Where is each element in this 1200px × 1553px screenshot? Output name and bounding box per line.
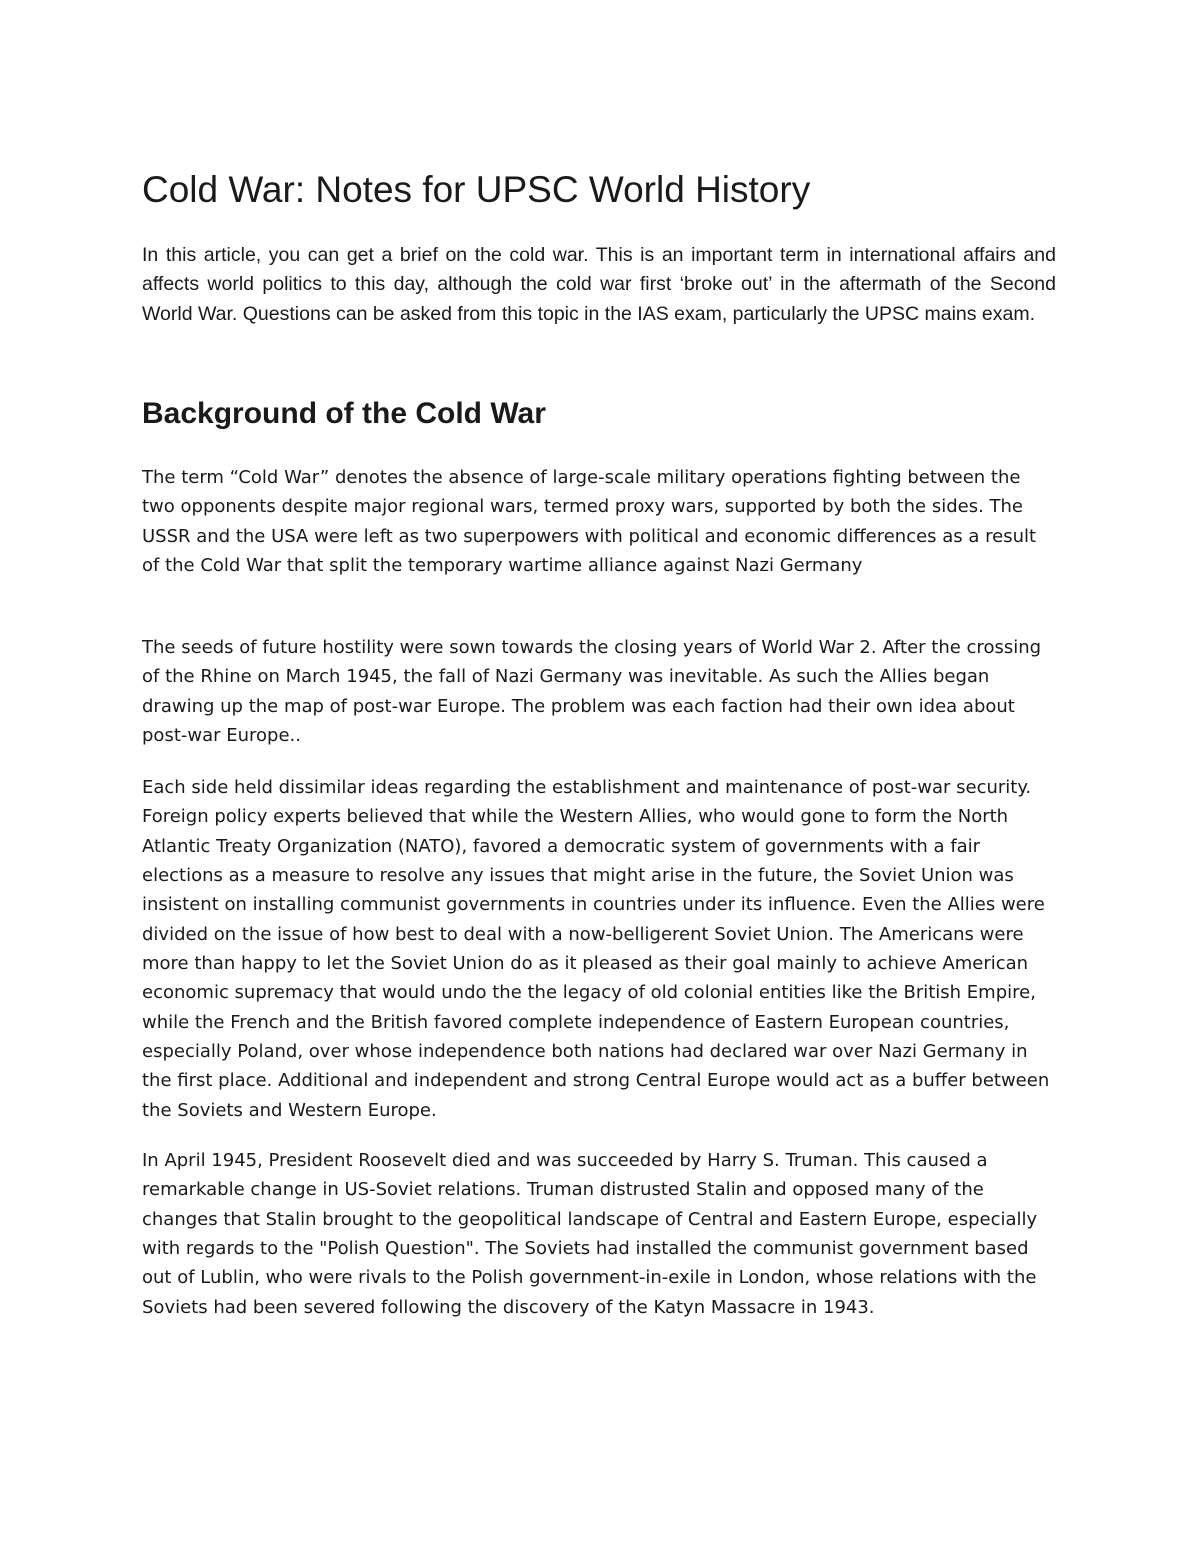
body-paragraph-1: The term “Cold War” denotes the absence of large-scale military operations fighting between the two opponents despite major regional wars, termed proxy wars, supported by both the sides. The USSR and the USA were left as two superpowers with political and economic differences as a result of the Cold War that split the temporary wartime alliance against Nazi Germany [142, 467, 1037, 577]
body-paragraph-3: Each side held dissimilar ideas regarding the establishment and maintenance of post-war security. Foreign policy experts believed that while the Western Allies, who would gone to form the North Atlantic Treaty Organization (NATO), favored a democratic system of governments with a fair elections as a measure to resolve any issues that might arise in the future, the Soviet Union was insistent on installing communist governments in countries under its influence. Even the Allies were divided on the issue of how best to deal with a now-belligerent Soviet Union. The Americans were more than happy to let the Soviet Union do as it pleased as their goal mainly to achieve American economic supremacy that would undo the the legacy of old colonial entities like the British Empire, while the French and the British favored complete independence of Eastern European countries, especially Poland, over whose independence both nations had declared war over Nazi Germany in the first place. Additional and independent and strong Central Europe would act as a buffer between the Soviets and Western Europe. [142, 777, 1050, 1121]
body-paragraph-4: In April 1945, President Roosevelt died and was succeeded by Harry S. Truman. This caused a remarkable change in US-Soviet relations. Truman distrusted Stalin and opposed many of the changes that Stalin brought to the geopolitical landscape of Central and Eastern Europe, especially with regards to the "Polish Question". The Soviets had installed the communist government based out of Lublin, who were rivals to the Polish government-in-exile in London, whose relations with the Soviets had been severed following the discovery of the Katyn Massacre in 1943. [142, 1150, 1038, 1318]
body-paragraph-2: The seeds of future hostility were sown towards the closing years of World War 2. After the crossing of the Rhine on March 1945, the fall of Nazi Germany was inevitable. As such the Allies began drawing up the map of post-war Europe. The problem was each faction had their own idea about post-war Europe.. [142, 637, 1042, 747]
intro-paragraph: In this article, you can get a brief on the cold war. This is an important term in international affairs and affects world politics to this day, although the cold war first ‘broke out’ in the aftermath of the Second World War. Questions can be asked from this topic in the IAS exam, particularly the UPSC mains exam. [142, 244, 1056, 325]
document-title: Cold War: Notes for UPSC World History [142, 169, 811, 210]
section-heading: Background of the Cold War [142, 397, 546, 430]
